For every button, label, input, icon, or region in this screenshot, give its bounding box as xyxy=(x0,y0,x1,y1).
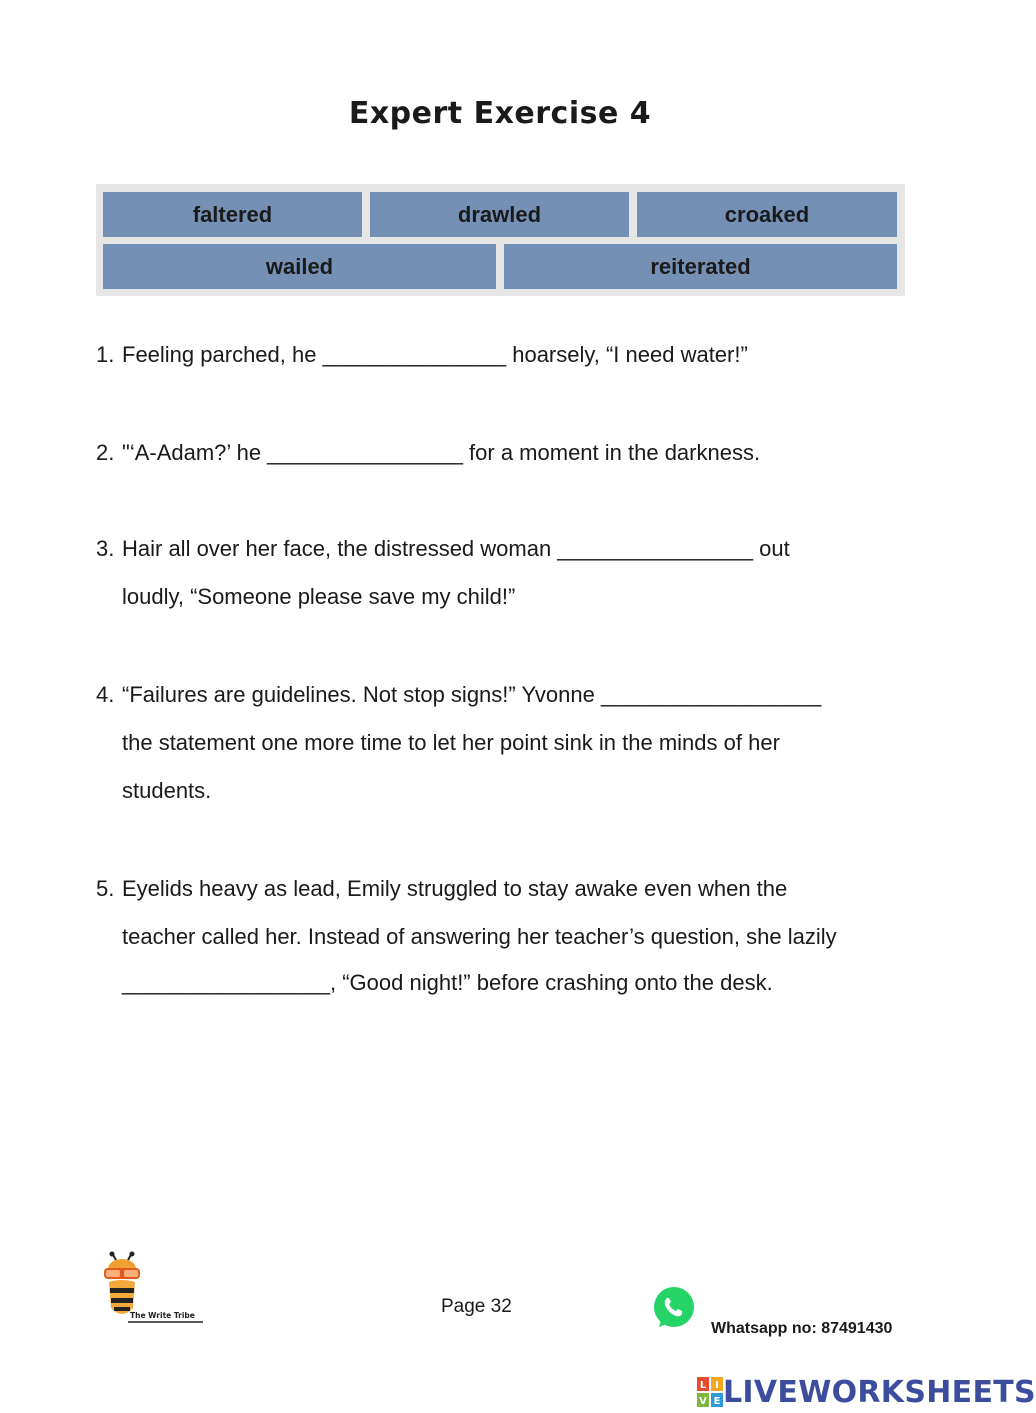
question-number: 5. xyxy=(96,876,115,901)
question-number: 2. xyxy=(96,440,115,465)
question-text[interactable]: Feeling parched, he _______________ hoarsely, “I need water!” xyxy=(122,342,748,367)
question-text[interactable]: _________________, “Good night!” before crashing onto the desk. xyxy=(122,970,773,995)
question-text: students. xyxy=(122,778,212,803)
page-title: Expert Exercise 4 xyxy=(348,96,652,131)
question-1 xyxy=(96,331,916,379)
liveworksheets-logo-icon xyxy=(697,1377,723,1407)
question-2 xyxy=(96,429,916,477)
question-number: 4. xyxy=(96,682,115,707)
whatsapp-icon xyxy=(651,1285,697,1331)
logo-letter: L xyxy=(699,1380,707,1391)
page-number: Page 32 xyxy=(441,1296,512,1317)
logo-text: The Write Tribe xyxy=(130,1311,195,1320)
question-text: teacher called her. Instead of answering her teacher’s question, she lazily xyxy=(122,924,837,949)
write-tribe-logo xyxy=(100,1252,208,1328)
question-text: Eyelids heavy as lead, Emily struggled to stay awake even when the xyxy=(122,876,788,901)
question-text[interactable]: “Failures are guidelines. Not stop signs!” Yvonne __________________ xyxy=(122,682,822,707)
question-text: loudly, “Someone please save my child!” xyxy=(122,584,516,609)
word-bank-item[interactable]: drawled xyxy=(370,192,629,237)
word-bank xyxy=(96,184,905,296)
question-text[interactable]: "‘A-Adam?’ he ________________ for a moment in the darkness. xyxy=(122,440,761,465)
brand-text: LIVEWORKSHEETS xyxy=(723,1374,1036,1410)
word-bank-item[interactable]: wailed xyxy=(103,244,496,289)
bee-icon xyxy=(100,1252,208,1328)
question-5 xyxy=(96,865,916,1005)
question-number: 3. xyxy=(96,536,115,561)
word-bank-item[interactable]: croaked xyxy=(637,192,897,237)
question-text[interactable]: Hair all over her face, the distressed woman ________________ out xyxy=(122,536,790,561)
logo-letter: E xyxy=(713,1396,721,1407)
word-bank-item[interactable]: faltered xyxy=(103,192,362,237)
question-number: 1. xyxy=(96,342,115,367)
question-text: the statement one more time to let her point sink in the minds of her xyxy=(122,730,780,755)
logo-letter: I xyxy=(715,1380,719,1391)
whatsapp-number: Whatsapp no: 87491430 xyxy=(711,1320,893,1337)
word-bank-item[interactable]: reiterated xyxy=(504,244,897,289)
logo-letter: V xyxy=(699,1396,707,1407)
liveworksheets-brand[interactable] xyxy=(697,1375,1036,1409)
question-4 xyxy=(96,671,916,815)
question-3 xyxy=(96,525,916,621)
